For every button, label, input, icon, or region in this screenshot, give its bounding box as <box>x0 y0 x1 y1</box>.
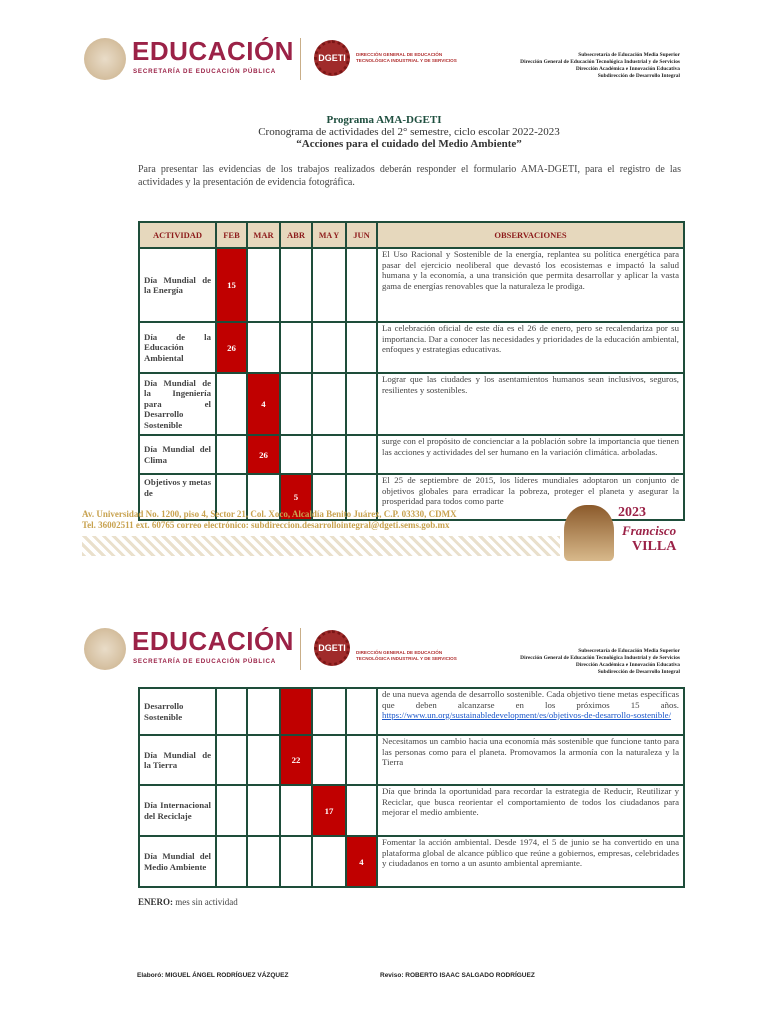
empty-cell <box>216 373 247 435</box>
empty-cell <box>216 836 247 887</box>
empty-cell <box>247 735 280 785</box>
empty-cell <box>346 373 377 435</box>
dgeti-line-2: TECNOLÓGICA INDUSTRIAL Y DE SERVICIOS <box>356 58 457 63</box>
header-right-block <box>520 648 680 676</box>
empty-cell <box>247 836 280 887</box>
enero-label: ENERO: <box>138 897 174 907</box>
observation-cell: La celebración oficial de este día es el 26 de enero, pero se recalendariza por su importancia. Dar a conocer las necesidades y prioridades de la educación ambiental, enfoques y estrategias educativas. <box>377 322 684 373</box>
program-title: Programa AMA-DGETI <box>326 114 442 126</box>
day-cell-highlight <box>280 688 312 735</box>
observation-cell <box>377 688 684 735</box>
page1-header <box>0 34 768 104</box>
dgeti-gear-logo-icon <box>314 630 350 666</box>
header-right-block <box>520 52 680 80</box>
observation-text: de una nueva agenda de desarrollo sostenible. Cada objetivo tiene metas específicas que deben alcanzarse en los próximos 15 años. <box>382 689 679 710</box>
empty-cell <box>312 688 346 735</box>
activity-cell: Día Mundial del Medio Ambiente <box>139 836 216 887</box>
table-row <box>139 688 684 735</box>
col-actividad: ACTIVIDAD <box>139 222 216 248</box>
empty-cell <box>346 735 377 785</box>
schedule-table-page1 <box>138 221 685 521</box>
empty-cell <box>216 435 247 474</box>
day-cell-highlight: 5 <box>280 474 312 520</box>
empty-cell <box>280 248 312 322</box>
empty-cell <box>312 248 346 322</box>
table-row <box>139 735 684 785</box>
table-row <box>139 785 684 836</box>
table-row <box>139 373 684 435</box>
empty-cell <box>312 735 346 785</box>
observation-cell: Fomentar la acción ambiental. Desde 1974, el 5 de junio se ha convertido en una plataforma global de alcance público que reúne a gobiernos, empresas, celebridades y ciudadanos en torno a un asunto ambiental apremiante. <box>377 836 684 887</box>
signature-reviso: Reviso: ROBERTO ISAAC SALGADO RODRÍGUEZ <box>380 972 535 979</box>
col-jun: JUN <box>346 222 377 248</box>
mexico-seal-icon <box>84 38 126 80</box>
observation-cell: Día que brinda la oportunidad para recordar la estrategia de Reducir, Reutilizar y Reciclar, que busca reorientar el comportamiento de todos los ciudadanos para mejorar el medio ambiente. <box>377 785 684 836</box>
activity-cell: Día Mundial de la Tierra <box>139 735 216 785</box>
day-cell-highlight: 4 <box>247 373 280 435</box>
activity-cell: Día Internacional del Reciclaje <box>139 785 216 836</box>
table-row <box>139 322 684 373</box>
empty-cell <box>312 836 346 887</box>
day-cell-highlight: 26 <box>247 435 280 474</box>
empty-cell <box>312 373 346 435</box>
sdg-link[interactable]: https://www.un.org/sustainabledevelopment/es/objetivos-de-desarrollo-sostenible/ <box>382 710 672 720</box>
header-right-line: Subdirección de Desarrollo Integral <box>597 669 680 675</box>
empty-cell <box>280 785 312 836</box>
dgeti-line-1: DIRECCIÓN GENERAL DE EDUCACIÓN <box>356 52 443 57</box>
francisco-villa-logo <box>560 505 686 561</box>
dgeti-gear-logo-icon <box>314 40 350 76</box>
villa-name-first: Francisco <box>622 523 677 538</box>
day-cell-highlight: 26 <box>216 322 247 373</box>
activity-cell: Desarrollo Sostenible <box>139 688 216 735</box>
activity-cell: Día de la Educación Ambiental <box>139 322 216 373</box>
edu-logo-subtitle: SECRETARÍA DE EDUCACIÓN PÚBLICA <box>133 68 277 75</box>
activity-cell: Día Mundial del Clima <box>139 435 216 474</box>
header-right-line: Subsecretaría de Educación Media Superior <box>578 52 680 58</box>
header-right-line: Subdirección de Desarrollo Integral <box>597 73 680 79</box>
schedule-table-page2 <box>138 687 685 888</box>
empty-cell <box>346 248 377 322</box>
empty-cell <box>247 688 280 735</box>
day-cell-highlight: 4 <box>346 836 377 887</box>
activity-cell: Objetivos y metas de <box>139 474 216 520</box>
dgeti-logo-text: DGETI <box>318 643 346 653</box>
table-row <box>139 435 684 474</box>
col-observaciones: OBSERVACIONES <box>377 222 684 248</box>
edu-logo-title: EDUCACIÓN <box>132 36 294 66</box>
dgeti-line-1: DIRECCIÓN GENERAL DE EDUCACIÓN <box>356 650 443 655</box>
empty-cell <box>312 322 346 373</box>
empty-cell <box>216 735 247 785</box>
day-cell-highlight: 15 <box>216 248 247 322</box>
dgeti-line-2: TECNOLÓGICA INDUSTRIAL Y DE SERVICIOS <box>356 656 457 661</box>
empty-cell <box>280 435 312 474</box>
empty-cell <box>346 785 377 836</box>
intro-paragraph: Para presentar las evidencias de los trabajos realizados deberán responder el formulario AMA-DGETI, para el registro de las actividades y la presentación de evidencia fotográfica. <box>138 164 681 188</box>
table-row <box>139 248 684 322</box>
activity-cell: Día Mundial de la Energía <box>139 248 216 322</box>
empty-cell <box>280 373 312 435</box>
observation-cell: Necesitamos un cambio hacia una economía más sostenible que funcione tanto para las personas como para el planeta. Promovamos la armonía con la naturaleza y la Tierra <box>377 735 684 785</box>
col-mar: MAR <box>247 222 280 248</box>
col-abr: ABR <box>280 222 312 248</box>
footer-address: Av. Universidad No. 1200, piso 4, Sector 21, Col. Xoco, Alcaldía Benito Juárez, C.P. 03330, CDMX <box>82 509 457 519</box>
program-theme: “Acciones para el cuidado del Medio Ambiente” <box>296 138 522 150</box>
header-divider <box>300 628 301 670</box>
program-subtitle: Cronograma de actividades del 2° semestre, ciclo escolar 2022-2023 <box>258 126 560 138</box>
edu-logo-subtitle: SECRETARÍA DE EDUCACIÓN PÚBLICA <box>133 658 277 665</box>
day-cell-highlight: 22 <box>280 735 312 785</box>
col-may: MA Y <box>312 222 346 248</box>
signature-elaboro: Elaboró: MIGUEL ÁNGEL RODRÍGUEZ VÁZQUEZ <box>137 972 289 979</box>
footer-phone: Tel. 36002511 ext. 60765 correo electrónico: subdireccion.desarrollointegral@dgeti.sems.gob.mx <box>82 520 450 530</box>
header-right-line: Dirección General de Educación Tecnológica Industrial y de Servicios <box>520 59 680 65</box>
observation-cell: Lograr que las ciudades y los asentamientos humanos sean inclusivos, seguros, resilientes y sostenibles. <box>377 373 684 435</box>
empty-cell <box>346 322 377 373</box>
empty-cell <box>346 688 377 735</box>
header-right-line: Subsecretaría de Educación Media Superior <box>578 648 680 654</box>
header-right-line: Dirección Académica e Innovación Educativa <box>575 662 680 668</box>
header-right-line: Dirección Académica e Innovación Educativa <box>575 66 680 72</box>
activity-cell: Día Mundial de la Ingeniería para el Desarrollo Sostenible <box>139 373 216 435</box>
enero-note <box>138 897 238 907</box>
enero-text: mes sin actividad <box>175 897 238 907</box>
empty-cell <box>247 785 280 836</box>
dgeti-logo-text: DGETI <box>318 53 346 63</box>
empty-cell <box>280 322 312 373</box>
observation-cell: El Uso Racional y Sostenible de la energía, replantea su política energética para pasar del ejercicio neoliberal que devastó los ecosistemas e impactó la salud humana y la economía, a una transición que permita desarrollar y aplicar la vasta gama de energías renovables que la naturaleza le prodiga. <box>377 248 684 322</box>
empty-cell <box>216 688 247 735</box>
villa-name-last: VILLA <box>632 539 677 554</box>
observation-cell: El 25 de septiembre de 2015, los líderes mundiales adoptaron un conjunto de objetivos globales para erradicar la pobreza, proteger el planeta y asegurar la prosperidad para todos como parte <box>377 474 684 520</box>
edu-logo-title: EDUCACIÓN <box>132 626 294 656</box>
empty-cell <box>280 836 312 887</box>
day-cell-highlight: 17 <box>312 785 346 836</box>
empty-cell <box>247 248 280 322</box>
observation-cell: surge con el propósito de concienciar a la población sobre la importancia que tienen las acciones y actividades del ser humano en la variación climática. arboladas. <box>377 435 684 474</box>
mexico-seal-icon <box>84 628 126 670</box>
col-feb: FEB <box>216 222 247 248</box>
empty-cell <box>247 322 280 373</box>
header-right-line: Dirección General de Educación Tecnológica Industrial y de Servicios <box>520 655 680 661</box>
page2-header <box>0 624 768 694</box>
empty-cell <box>216 785 247 836</box>
table-header-row <box>139 222 684 248</box>
empty-cell <box>312 435 346 474</box>
villa-portrait-icon <box>564 505 614 561</box>
table-row <box>139 836 684 887</box>
villa-year: 2023 <box>618 505 646 520</box>
empty-cell <box>346 435 377 474</box>
footer-ornament <box>82 536 560 556</box>
header-divider <box>300 38 301 80</box>
